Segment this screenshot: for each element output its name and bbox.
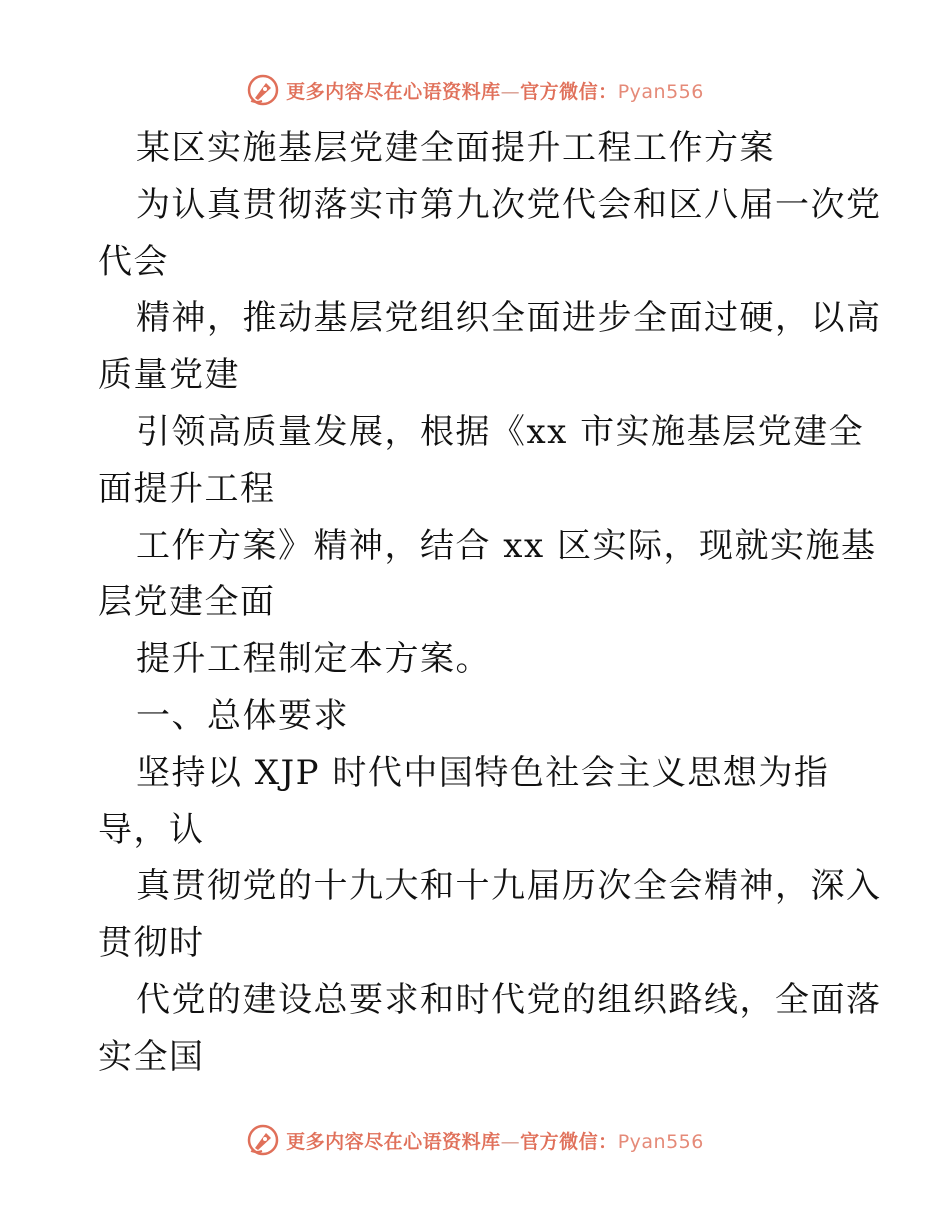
document-line: 代会 — [98, 241, 169, 282]
document-line: 实全国 — [98, 1036, 205, 1077]
watermark-label: 官方微信： — [520, 1130, 618, 1153]
pen-nib-logo-icon — [246, 73, 280, 107]
document-line: 坚持以 XJP 时代中国特色社会主义思想为指 — [136, 752, 830, 793]
document-line: 为认真贯彻落实市第九次党代会和区八届一次党 — [136, 184, 882, 225]
document-body — [98, 120, 882, 1086]
watermark-dash: — — [500, 1130, 521, 1153]
document-line: 精神，推动基层党组织全面进步全面过硬，以高 — [136, 298, 882, 339]
watermark-dash: — — [500, 80, 521, 103]
document-line: 引领高质量发展，根据《xx 市实施基层党建全 — [136, 411, 865, 452]
document-line: 一、总体要求 — [136, 695, 349, 736]
document-line: 某区实施基层党建全面提升工程工作方案 — [136, 128, 775, 168]
watermark-id: Pyan556 — [617, 1130, 704, 1153]
watermark-main: 更多内容尽在心语资料库 — [286, 1130, 501, 1153]
pen-nib-logo-icon — [246, 1123, 280, 1157]
header-watermark — [0, 70, 950, 110]
document-line: 层党建全面 — [98, 582, 276, 623]
document-line: 贯彻时 — [98, 923, 205, 964]
document-line: 提升工程制定本方案。 — [136, 639, 491, 680]
watermark-main: 更多内容尽在心语资料库 — [286, 80, 501, 103]
document-line: 真贯彻党的十九大和十九届历次全会精神，深入 — [136, 866, 882, 907]
watermark-text — [286, 1127, 704, 1154]
watermark-text — [286, 77, 704, 104]
document-line: 工作方案》精神，结合 xx 区实际，现就实施基 — [136, 525, 877, 566]
footer-watermark — [0, 1120, 950, 1160]
watermark-label: 官方微信： — [520, 80, 618, 103]
document-line: 导，认 — [98, 809, 205, 850]
document-line: 代党的建设总要求和时代党的组织路线，全面落 — [136, 979, 882, 1020]
document-line: 面提升工程 — [98, 468, 276, 509]
watermark-id: Pyan556 — [617, 80, 704, 103]
document-line: 质量党建 — [98, 355, 240, 396]
